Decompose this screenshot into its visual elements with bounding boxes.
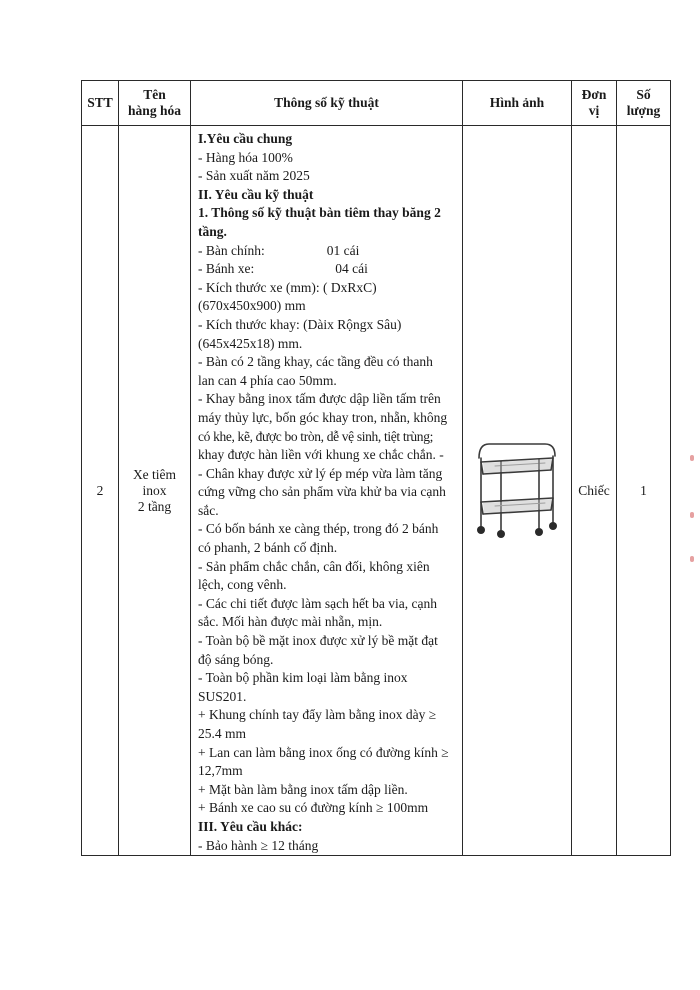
spec-line: (670x450x900) mm bbox=[198, 298, 306, 314]
spec-line: 25.4 mm bbox=[198, 726, 247, 741]
header-hinh-anh: Hình ảnh bbox=[463, 81, 572, 126]
spec-line: lan can 4 phía cao 50mm. bbox=[198, 372, 337, 388]
spec-table bbox=[81, 80, 671, 856]
spec-line: cứng vững cho sản phẩm vừa khử ba via cạnh bbox=[198, 484, 446, 500]
spec-line: độ sáng bóng. bbox=[198, 651, 274, 667]
spec-line: - Sản xuất năm 2025 bbox=[198, 168, 310, 184]
edge-stamp-mark bbox=[690, 512, 694, 518]
header-thong-so: Thông số kỹ thuật bbox=[191, 81, 463, 126]
cell-spec bbox=[191, 126, 463, 856]
spec-line: 12,7mm bbox=[198, 763, 243, 779]
spec-line: - Chân khay được xử lý ép mép vừa làm tăng bbox=[198, 465, 443, 481]
spec-banh-xe-value: 04 cái bbox=[335, 261, 368, 277]
spec-ban-chinh bbox=[198, 242, 458, 261]
spec-ban-chinh-label: - Bàn chính: bbox=[198, 242, 265, 258]
spec-line: - Kích thước khay: (Dàix Rộngx Sâu) bbox=[198, 316, 402, 332]
spec-line: - Toàn bộ bề mặt inox được xử lý bề mặt đạt bbox=[198, 633, 438, 649]
spec-line: + Lan can làm bằng inox ống có đường kính ≥ bbox=[198, 744, 449, 760]
spec-line: - Các chi tiết được làm sạch hết ba via, cạnh bbox=[198, 595, 437, 611]
table-row bbox=[82, 126, 671, 856]
edge-stamp-mark bbox=[690, 455, 694, 461]
header-ten-hang-hoa: Tên hàng hóa bbox=[119, 81, 191, 126]
spec-line: máy thủy lực, bốn góc khay tron, nhẵn, không bbox=[198, 409, 448, 425]
spec-line: - Sản phẩm chắc chắn, cân đối, không xiên bbox=[198, 558, 430, 574]
cell-item-name: Xe tiêm inox 2 tầng bbox=[119, 126, 191, 856]
spec-line: có phanh, 2 bánh cố định. bbox=[198, 540, 338, 556]
header-row bbox=[82, 81, 671, 126]
spec-line: - Bàn có 2 tầng khay, các tầng đều có thanh bbox=[198, 354, 433, 370]
spec-other-title: III. Yêu cầu khác: bbox=[198, 818, 303, 834]
spec-line: - Khay bằng inox tấm được dập liền tấm trên bbox=[198, 391, 441, 407]
spec-line: - Bảo hành ≥ 12 tháng bbox=[198, 837, 319, 853]
spec-line: sắc. bbox=[198, 502, 219, 518]
spec-line: - Kích thước xe (mm): ( DxRxC) bbox=[198, 279, 377, 295]
spec-general-title: I.Yêu cầu chung bbox=[198, 131, 293, 146]
header-stt: STT bbox=[82, 81, 119, 126]
spec-tech-subtitle-cont: tầng. bbox=[198, 223, 227, 239]
spec-line: - Hàng hóa 100% bbox=[198, 149, 293, 165]
spec-banh-xe-label: - Bánh xe: bbox=[198, 261, 255, 277]
cell-image bbox=[463, 126, 572, 856]
spec-banh-xe bbox=[198, 260, 458, 279]
edge-stamp-mark bbox=[690, 556, 694, 562]
spec-ban-chinh-value: 01 cái bbox=[326, 242, 360, 258]
spec-line: + Bánh xe cao su có đường kính ≥ 100mm bbox=[198, 800, 429, 816]
spec-line: - Toàn bộ phần kim loại làm bằng inox bbox=[198, 670, 408, 686]
spec-line: sắc. Mối hàn được mài nhẵn, mịn. bbox=[198, 614, 383, 630]
spec-line: SUS201. bbox=[198, 688, 247, 704]
header-so-luong: Số lượng bbox=[617, 81, 671, 126]
trolley-image bbox=[473, 436, 561, 540]
spec-tech-title: II. Yêu cầu kỹ thuật bbox=[198, 186, 314, 202]
spec-tech-subtitle: 1. Thông số kỹ thuật bàn tiêm thay băng 2 bbox=[198, 205, 441, 221]
spec-line: lệch, cong vênh. bbox=[198, 577, 287, 593]
cell-stt: 2 bbox=[82, 126, 119, 856]
spec-line: + Khung chính tay đẩy làm bằng inox dày ≥ bbox=[198, 707, 437, 723]
spec-line: khay được hàn liền với khung xe chắc chắn. - bbox=[198, 447, 444, 463]
cell-quantity: 1 bbox=[617, 126, 671, 856]
header-don-vi: Đơn vị bbox=[572, 81, 617, 126]
spec-line: (645x425x18) mm. bbox=[198, 335, 303, 351]
spec-line: + Mặt bàn làm bằng inox tấm dập liền. bbox=[198, 781, 408, 797]
spec-line: - Có bốn bánh xe càng thép, trong đó 2 bánh bbox=[198, 521, 439, 537]
spec-line: có khe, kẽ, được bo tròn, dễ vệ sinh, tiệt trùng; bbox=[198, 428, 433, 444]
cell-unit: Chiếc bbox=[572, 126, 617, 856]
